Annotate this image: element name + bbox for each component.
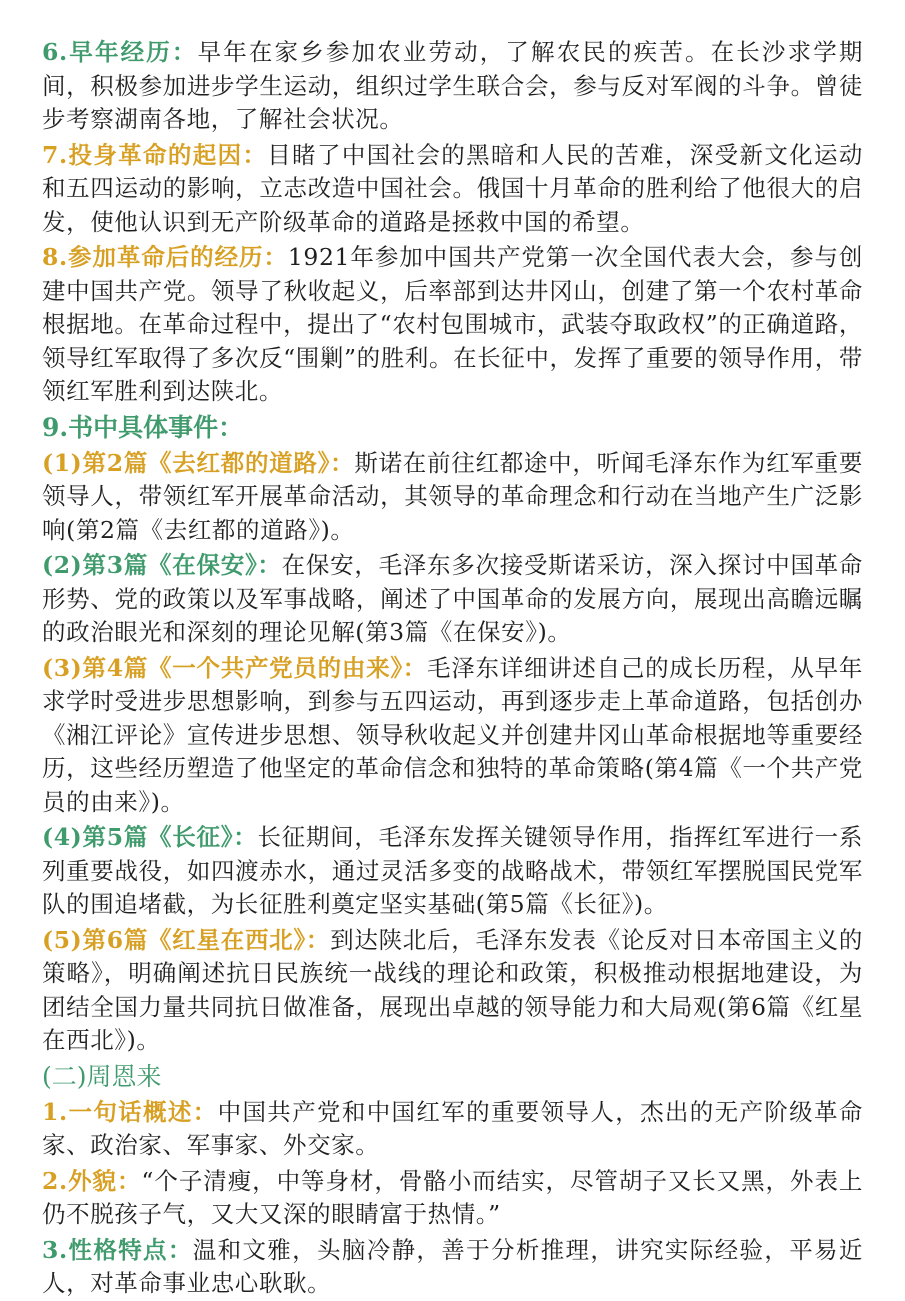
paragraph-revolution-cause xyxy=(42,139,863,240)
event-item xyxy=(42,924,863,1058)
item-text: “个子清瘦，中等身材，骨骼小而结实，尽管胡子又长又黑，外表上仍不脱孩子气，又大又深的眼睛富于热情。” xyxy=(42,1166,863,1228)
item-text: 中国共产党和中国红军的重要领导人，杰出的无产阶级革命家、政治家、军事家、外交家。 xyxy=(42,1097,863,1159)
event-text: 斯诺在前往红都途中，听闻毛泽东作为红军重要领导人，带领红军开展革命活动，其领导的革命理念和行动在当地产生广泛影响(第2篇《去红都的道路》)。 xyxy=(42,448,863,544)
paragraph-appearance xyxy=(42,1165,863,1232)
item-text: 温和文雅，头脑冷静，善于分析推理，讲究实际经验，平易近人，对革命事业忠心耿耿。 xyxy=(42,1235,863,1297)
item-label: 3.性格特点： xyxy=(42,1235,193,1264)
event-item xyxy=(42,652,863,820)
event-text: 毛泽东详细讲述自己的成长历程，从早年求学时受进步思想影响，到参与五四运动，再到逐步走上革命道路，包括创办《湘江评论》宣传进步思想、领导秋收起义并创建井冈山革命根据地等重要经历，这些经历塑造了他坚定的革命信念和独特的革命策略(第4篇《一个共产党员的由来》)。 xyxy=(42,653,863,816)
item-label: 8.参加革命后的经历： xyxy=(42,243,288,271)
event-item xyxy=(42,821,863,922)
event-label: (3)第4篇《一个共产党员的由来》： xyxy=(42,653,428,682)
paragraph-after-joining xyxy=(42,241,863,409)
item-text: 1921年参加中国共产党第一次全国代表大会，参与创建中国共产党。领导了秋收起义，后率部到达井冈山，创建了第一个农村革命根据地。在革命过程中，提出了“农村包围城市，武装夺取政权”的正确道路，领导红军取得了多次反“围剿”的胜利。在长征中，发挥了重要的领导作用，带领红军胜利到达陕北。 xyxy=(42,243,863,405)
event-label: (5)第6篇《红星在西北》： xyxy=(42,925,331,954)
event-text: 到达陕北后，毛泽东发表《论反对日本帝国主义的策略》，明确阐述抗日民族统一战线的理论和政策，积极推动根据地建设，为团结全国力量共同抗日做准备，展现出卓越的领导能力和大局观(第6篇《红星在西北》)。 xyxy=(42,925,863,1054)
paragraph-summary xyxy=(42,1096,863,1163)
event-text: 长征期间，毛泽东发挥关键领导作用，指挥红军进行一系列重要战役，如四渡赤水，通过灵活多变的战略战术，带领红军摆脱国民党军队的围追堵截，为长征胜利奠定坚实基础(第5篇《长征》)。 xyxy=(42,823,863,918)
event-item xyxy=(42,447,863,548)
event-label: (1)第2篇《去红都的道路》： xyxy=(42,448,355,477)
item-label: 6.早年经历： xyxy=(42,38,198,66)
heading-book-events: 9.书中具体事件： xyxy=(42,412,244,442)
event-label: (2)第3篇《在保安》： xyxy=(42,551,282,579)
event-item xyxy=(42,549,863,650)
event-text: 在保安，毛泽东多次接受斯诺采访，深入探讨中国革命形势、党的政策以及军事战略，阐述了中国革命的发展方向，展现出高瞻远瞩的政治眼光和深刻的理论见解(第3篇《在保安》)。 xyxy=(42,551,864,646)
event-label: (4)第5篇《长征》： xyxy=(42,823,258,851)
section-heading-zhou-enlai: (二)周恩来 xyxy=(42,1061,162,1091)
paragraph-personality xyxy=(42,1234,863,1301)
paragraph-early-experience xyxy=(42,36,863,137)
item-label: 2.外貌： xyxy=(42,1166,142,1195)
item-label: 7.投身革命的起因： xyxy=(42,140,268,169)
item-text: 目睹了中国社会的黑暗和人民的苦难，深受新文化运动和五四运动的影响，立志改造中国社会。俄国十月革命的胜利给了他很大的启发，使他认识到无产阶级革命的道路是拯救中国的希望。 xyxy=(42,140,863,236)
item-text: 早年在家乡参加农业劳动，了解农民的疾苦。在长沙求学期间，积极参加进步学生运动，组织过学生联合会，参与反对军阀的斗争。曾徒步考察湖南各地，了解社会状况。 xyxy=(42,38,863,133)
item-label: 1.一句话概述： xyxy=(42,1097,218,1126)
